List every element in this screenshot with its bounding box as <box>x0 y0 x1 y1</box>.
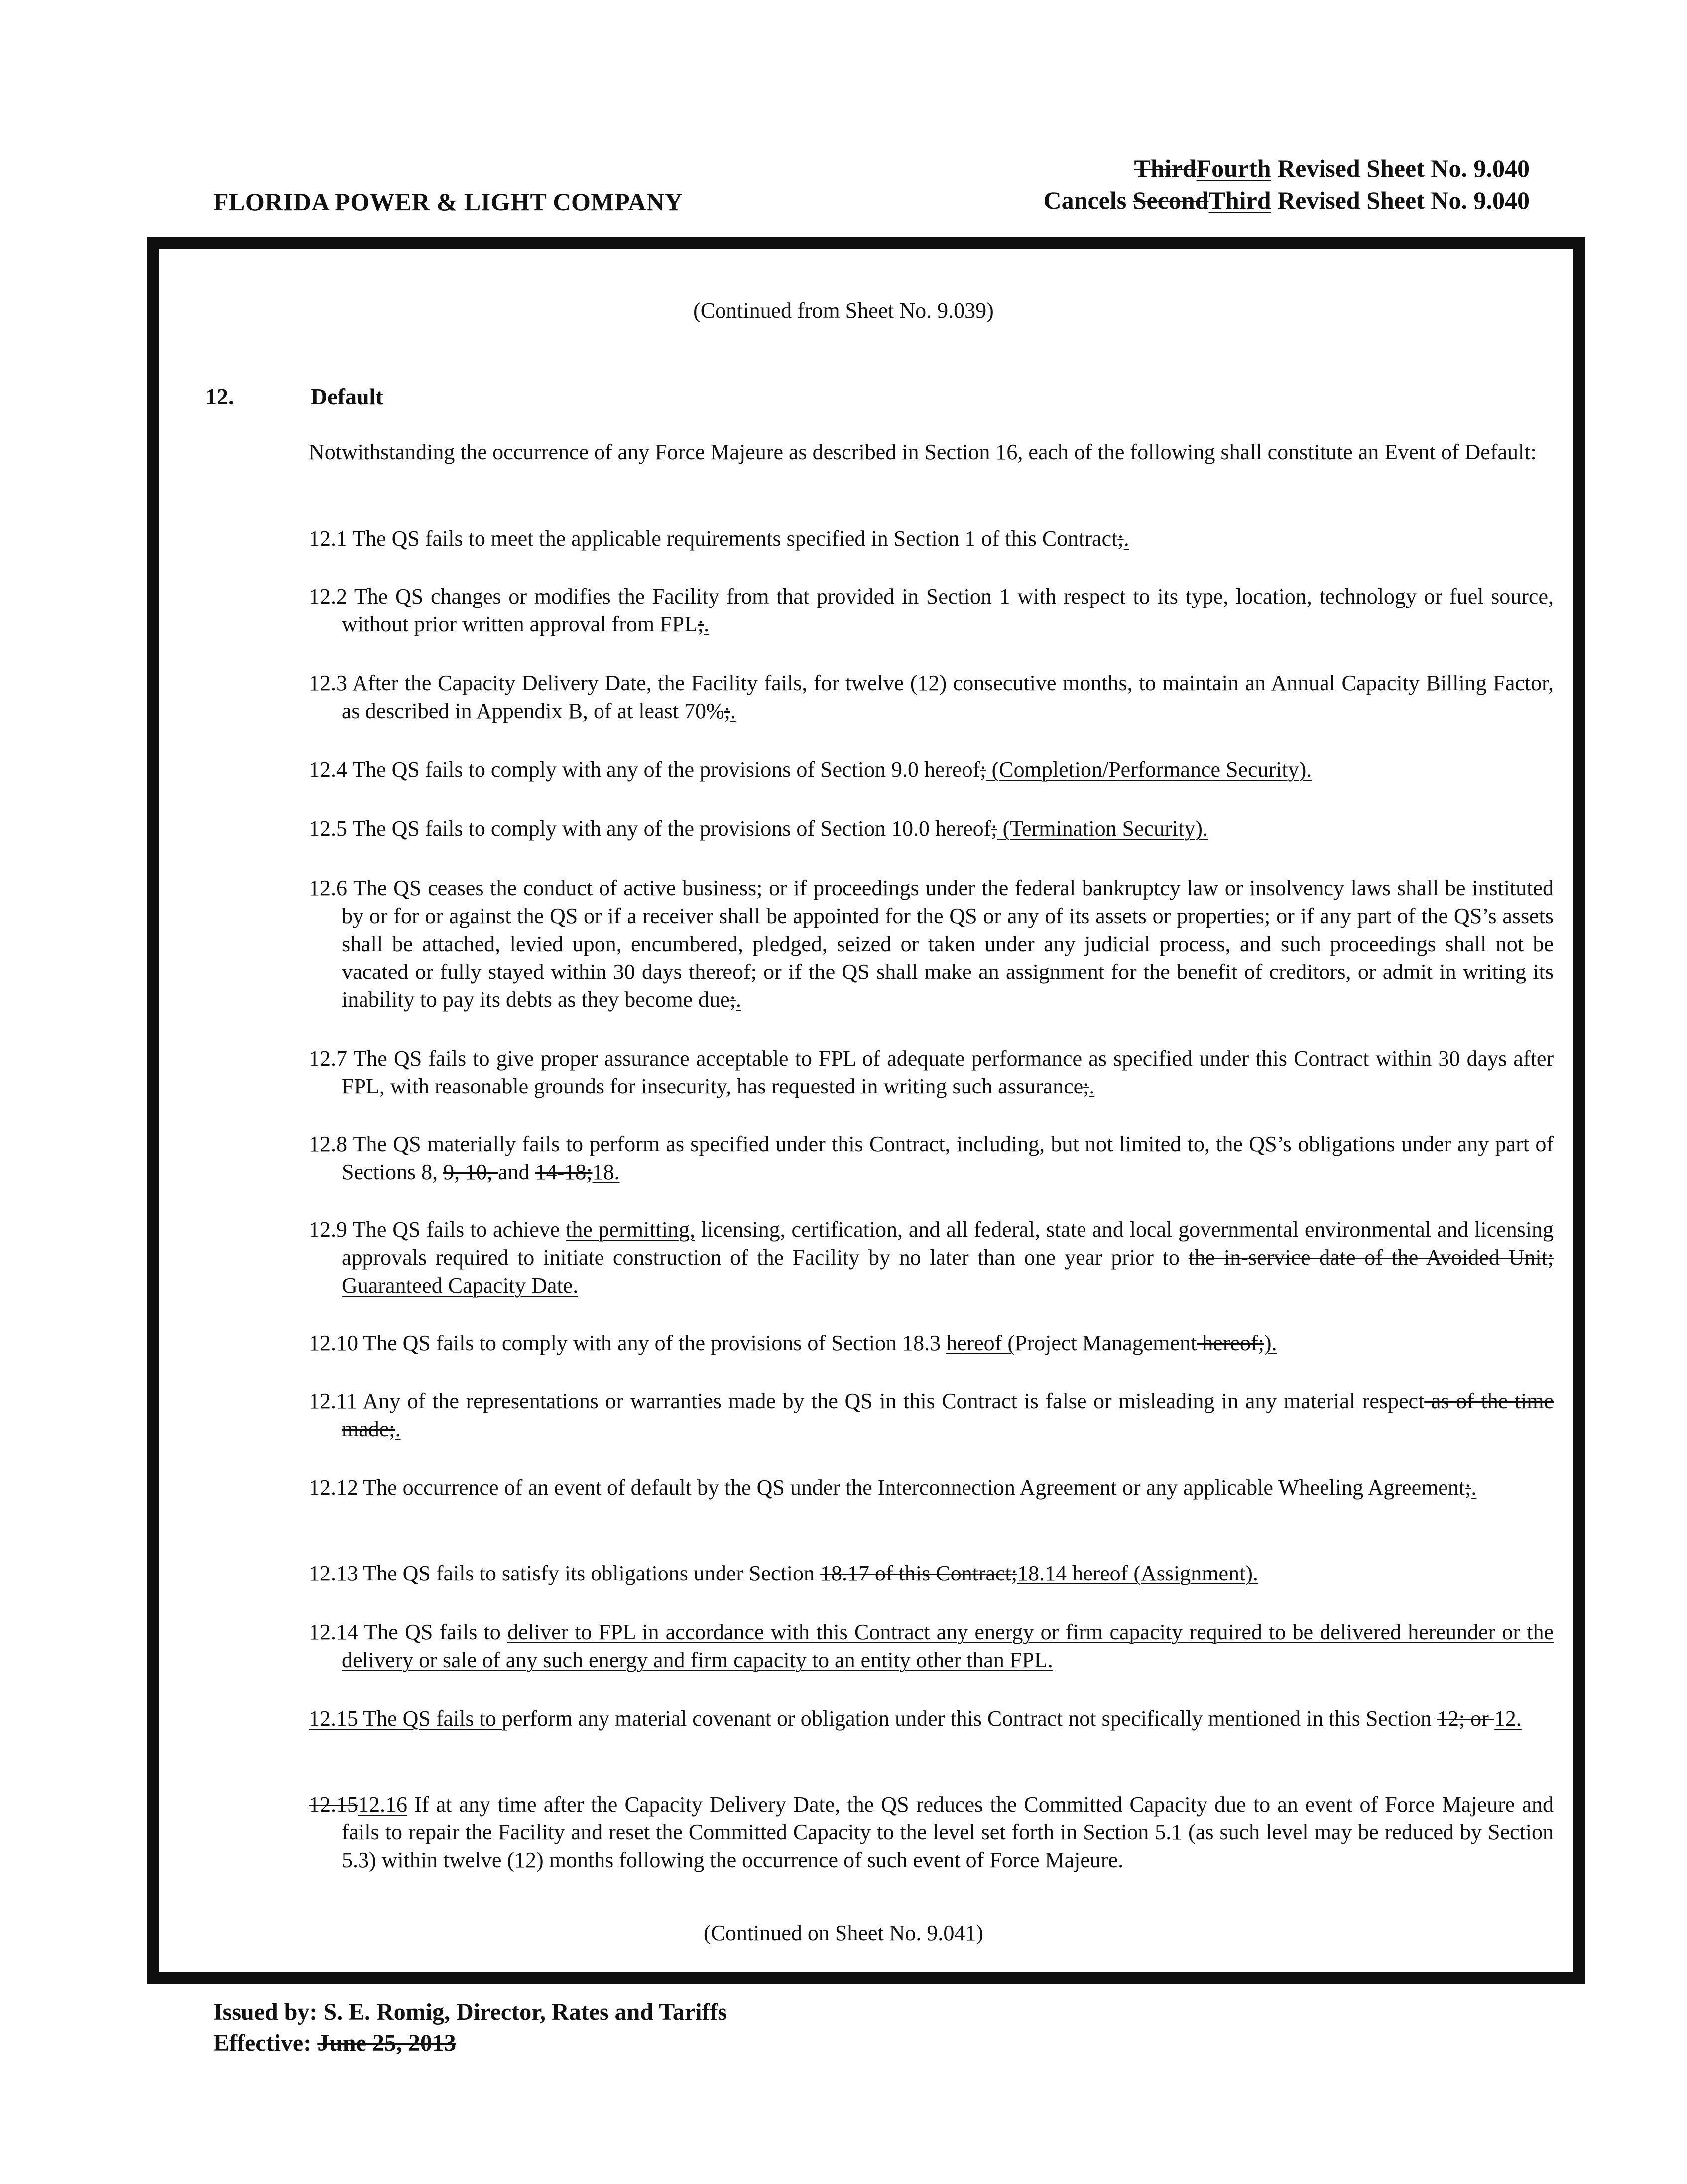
continued-on: (Continued on Sheet No. 9.041) <box>703 1921 984 1945</box>
default-item-12-7: 12.7 The QS fails to give proper assurance acceptable to FPL of adequate performance as specified under this Contract within 30 days after FPL, with reasonable grounds for insecurity, has requested in writing such assurance;. <box>309 1046 1554 1098</box>
cancels-sheet-line: Cancels SecondThird Revised Sheet No. 9.040 <box>1043 186 1530 214</box>
default-item-12-13: 12.13 The QS fails to satisfy its obligations under Section 18.17 of this Contract;18.14 hereof (Assignment). <box>309 1561 1258 1585</box>
continued-from: (Continued from Sheet No. 9.039) <box>693 298 994 323</box>
default-item-12-2: 12.2 The QS changes or modifies the Facility from that provided in Section 1 with respect to its type, location, technology or fuel source, without prior written approval from FPL;. <box>309 584 1554 636</box>
section-number: 12. <box>205 384 234 409</box>
footer-block <box>213 1997 727 2059</box>
intro-paragraph: Notwithstanding the occurrence of any Force Majeure as described in Section 16, each of the following shall constitute an Event of Default: <box>309 440 1537 464</box>
default-item-12-15: 12.15 The QS fails to perform any material covenant or obligation under this Contract not specifically mentioned in this Section 12; or 12. <box>309 1706 1522 1731</box>
section-title: Default <box>311 384 383 409</box>
effective-line: Effective: June 25, 2013 <box>213 2030 456 2056</box>
issued-by-line: Issued by: S. E. Romig, Director, Rates and Tariffs <box>213 1999 727 2025</box>
default-item-12-4: 12.4 The QS fails to comply with any of the provisions of Section 9.0 hereof; (Completion/Performance Security). <box>309 757 1312 782</box>
default-item-12-16: 12.1512.16 If at any time after the Capacity Delivery Date, the QS reduces the Committed Capacity due to an event of Force Majeure and fails to repair the Facility and reset the Committed Capacity to the level set forth in Section 5.1 (as such level may be reduced by Section 5.3) within twelve (12) months following the occurrence of such event of Force Majeure. <box>309 1792 1554 1872</box>
default-item-12-8: 12.8 The QS materially fails to perform as specified under this Contract, including, but not limited to, the QS’s obligations under any part of Sections 8, 9, 10, and 14-18;18. <box>309 1132 1554 1184</box>
company-name: FLORIDA POWER & LIGHT COMPANY <box>213 188 683 216</box>
default-item-12-12: 12.12 The occurrence of an event of default by the QS under the Interconnection Agreement or any applicable Wheeling Agreement;. <box>309 1475 1477 1500</box>
default-item-12-5: 12.5 The QS fails to comply with any of the provisions of Section 10.0 hereof; (Termination Security). <box>309 816 1208 841</box>
default-item-12-9: 12.9 The QS fails to achieve the permitting, licensing, certification, and all federal, state and local governmental environmental and licensing approvals required to initiate construction of the Facility by no later than one year prior to the in-service date of the Avoided Unit; Guaranteed Capacity Date. <box>309 1217 1554 1298</box>
default-item-12-11: 12.11 Any of the representations or warranties made by the QS in this Contract is false or misleading in any material respect as of the time made;. <box>309 1389 1554 1441</box>
default-item-12-10: 12.10 The QS fails to comply with any of the provisions of Section 18.3 hereof (Project Management hereof;). <box>309 1331 1277 1355</box>
default-item-12-14: 12.14 The QS fails to deliver to FPL in accordance with this Contract any energy or firm capacity required to be delivered hereunder or the delivery or sale of any such energy and firm capacity to an entity other than FPL. <box>309 1620 1554 1672</box>
default-item-12-3: 12.3 After the Capacity Delivery Date, the Facility fails, for twelve (12) consecutive months, to maintain an Annual Capacity Billing Factor, as described in Appendix B, of at least 70%;. <box>309 671 1554 723</box>
sheet-number-block <box>1044 152 1530 216</box>
default-item-12-1: 12.1 The QS fails to meet the applicable requirements specified in Section 1 of this Contract;. <box>309 526 1129 551</box>
default-item-12-6: 12.6 The QS ceases the conduct of active business; or if proceedings under the federal bankruptcy law or insolvency laws shall be instituted by or for or against the QS or if a receiver shall be appointed for the QS or any of its assets or properties; or if any part of the QS’s assets shall be attached, levied upon, encumbered, pledged, seized or taken under any judicial process, and such proceedings shall not be vacated or fully stayed within 30 days thereof; or if the QS shall make an assignment for the benefit of creditors, or admit in writing its inability to pay its debts as they become due;. <box>309 876 1554 1012</box>
revised-sheet-line: ThirdFourth Revised Sheet No. 9.040 <box>1134 154 1530 182</box>
